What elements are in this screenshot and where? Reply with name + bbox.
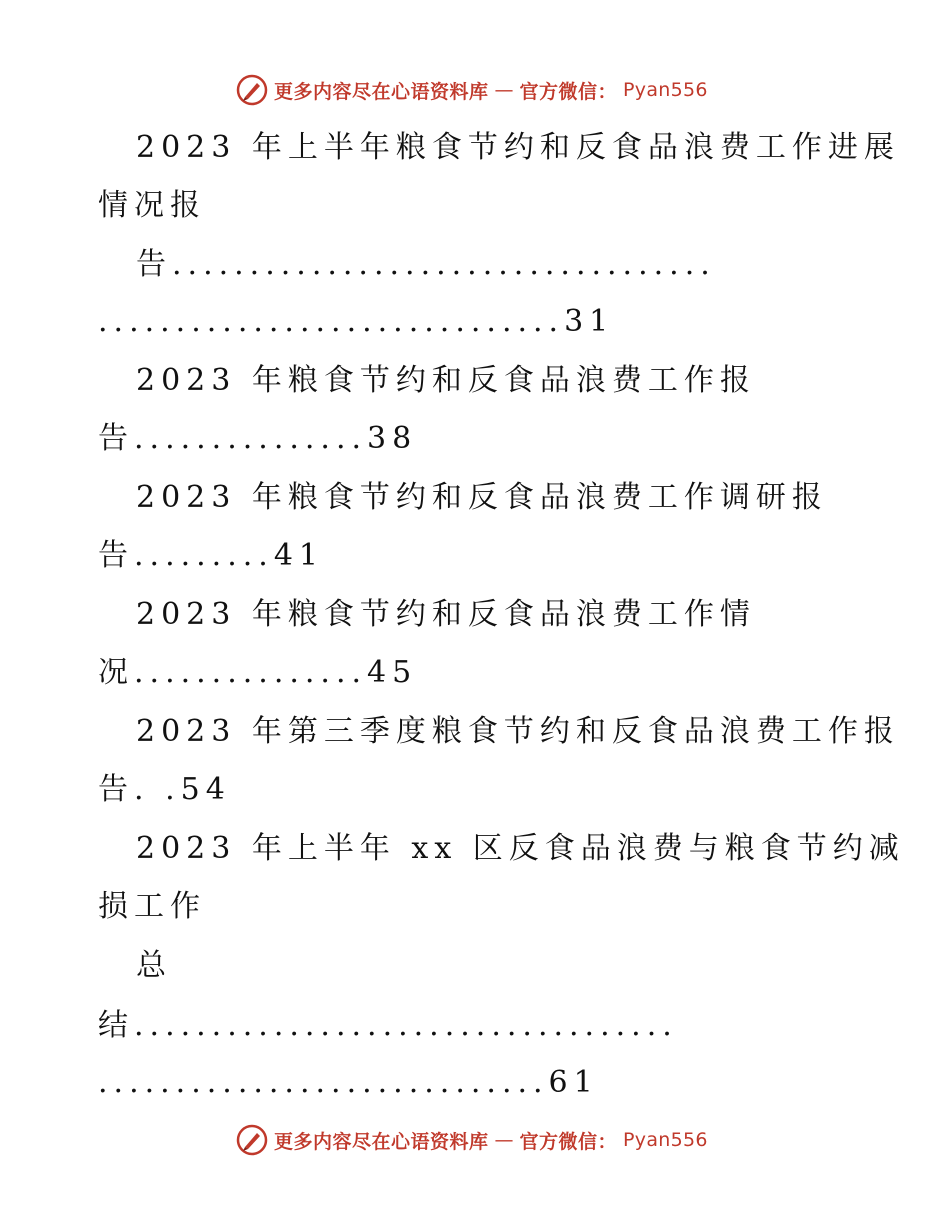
toc-line: 2023 年上半年 xx 区反食品浪费与粮食节约减 bbox=[136, 831, 905, 866]
toc-line: ..............................31 bbox=[98, 304, 615, 339]
watermark-handle: Pyan556 bbox=[623, 79, 708, 101]
toc-line: 2023 年第三季度粮食节约和反食品浪费工作报 bbox=[136, 714, 900, 749]
toc-line: 2023 年上半年粮食节约和反食品浪费工作进展 bbox=[136, 130, 900, 165]
pen-logo-icon bbox=[236, 1124, 268, 1156]
toc-line: 告. .54 bbox=[98, 772, 231, 807]
toc-line: 2023 年粮食节约和反食品浪费工作调研报 bbox=[136, 480, 828, 515]
watermark-official: 官方微信： bbox=[519, 1130, 618, 1153]
toc-line: 损工作 bbox=[98, 889, 206, 924]
watermark-text: 更多内容尽在心语资料库 bbox=[274, 80, 489, 103]
toc-line: 告...............38 bbox=[98, 421, 418, 456]
toc-line: 2023 年粮食节约和反食品浪费工作情 bbox=[136, 597, 756, 632]
toc-line: 总 bbox=[136, 948, 172, 983]
watermark-text: 更多内容尽在心语资料库 bbox=[274, 1130, 489, 1153]
toc-line: 结................................... bbox=[98, 1008, 678, 1043]
toc-line: 告.........41 bbox=[98, 538, 324, 573]
watermark-handle: Pyan556 bbox=[623, 1129, 708, 1151]
toc-line: 情况报 bbox=[98, 188, 206, 223]
pen-logo-icon bbox=[236, 74, 268, 106]
toc-line: 况...............45 bbox=[98, 655, 418, 690]
watermark-header bbox=[236, 72, 708, 108]
toc-line: .............................61 bbox=[98, 1065, 599, 1100]
toc-line: 2023 年粮食节约和反食品浪费工作报 bbox=[136, 363, 756, 398]
watermark-dash: — bbox=[494, 1129, 514, 1151]
watermark-footer bbox=[236, 1122, 708, 1158]
toc-line: 告................................... bbox=[136, 247, 716, 282]
watermark-official: 官方微信： bbox=[519, 80, 618, 103]
watermark-dash: — bbox=[494, 79, 514, 101]
